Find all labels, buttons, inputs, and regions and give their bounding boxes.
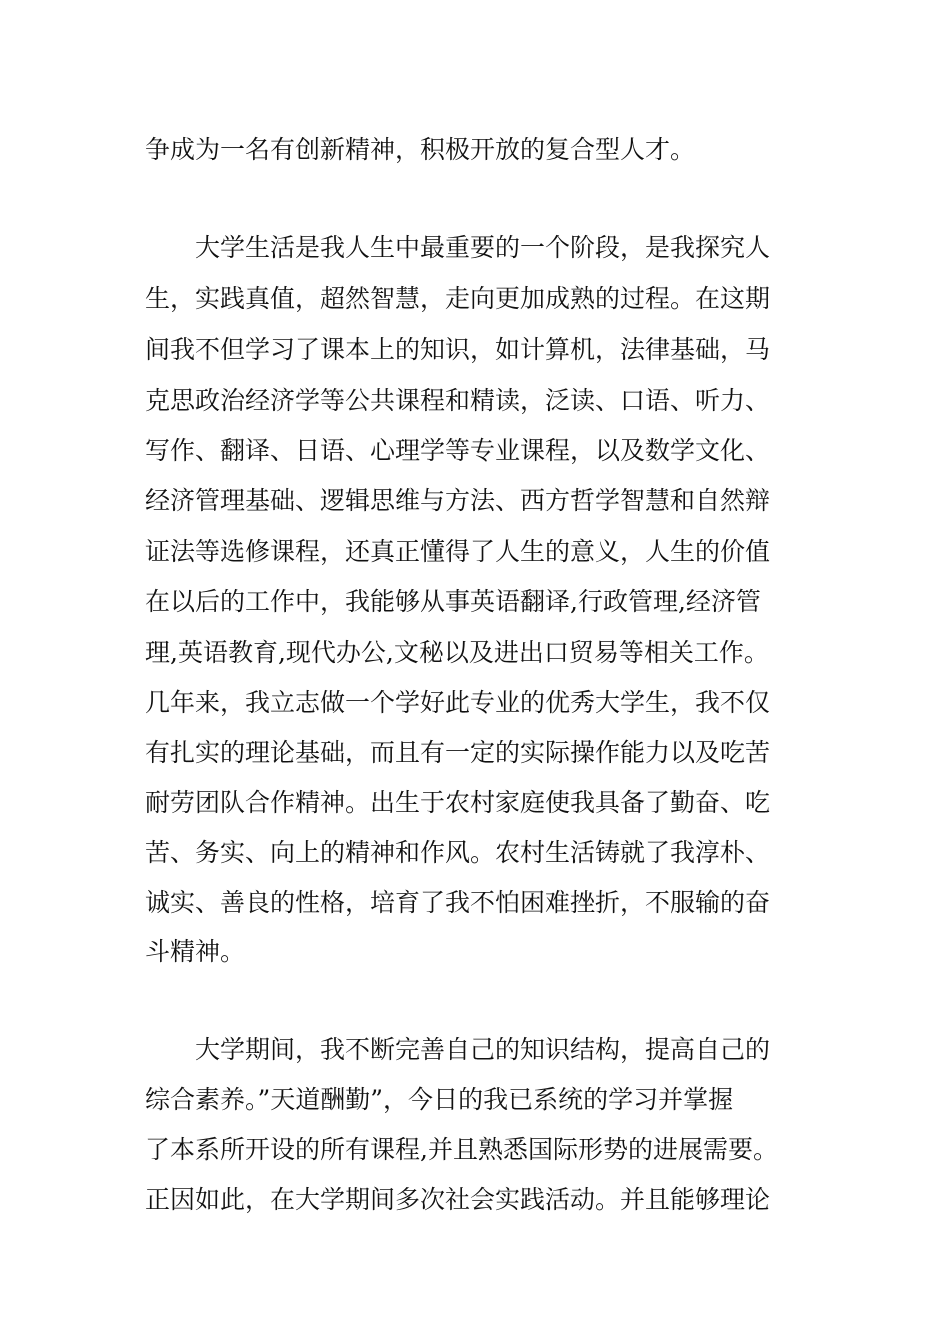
paragraph-2-line-3: 间我不但学习了课本上的知识，如计算机，法律基础，马 bbox=[145, 335, 771, 364]
paragraph-2-line-5: 写作、翻译、日语、心理学等专业课程，以及数学文化、 bbox=[145, 436, 771, 465]
paragraph-2-line-12: 耐劳团队合作精神。出生于农村家庭使我具备了勤奋、吃 bbox=[145, 788, 771, 817]
paragraph-2-line-15: 斗精神。 bbox=[145, 937, 246, 966]
paragraph-2-line-4: 克思政治经济学等公共课程和精读，泛读、口语、听力、 bbox=[145, 386, 771, 415]
paragraph-2-line-13: 苦、务实、向上的精神和作风。农村生活铸就了我淳朴、 bbox=[145, 838, 771, 867]
paragraph-2-line-9: 理,英语教育,现代办公,文秘以及进出口贸易等相关工作。 bbox=[145, 638, 769, 667]
paragraph-2-line-1: 大学生活是我人生中最重要的一个阶段，是我探究人 bbox=[195, 233, 771, 262]
paragraph-2-line-6: 经济管理基础、逻辑思维与方法、西方哲学智慧和自然辩 bbox=[145, 486, 771, 515]
paragraph-2-line-14: 诚实、善良的性格，培育了我不怕困难挫折，不服输的奋 bbox=[145, 888, 771, 917]
paragraph-3-line-4: 正因如此，在大学期间多次社会实践活动。并且能够理论 bbox=[145, 1185, 771, 1214]
paragraph-3-line-2: 综合素养。”天道酬勤”，今日的我已系统的学习并掌握 bbox=[145, 1085, 734, 1114]
paragraph-1-line-1: 争成为一名有创新精神，积极开放的复合型人才。 bbox=[145, 135, 696, 164]
paragraph-2-line-11: 有扎实的理论基础，而且有一定的实际操作能力以及吃苦 bbox=[145, 738, 771, 767]
paragraph-3-line-1: 大学期间，我不断完善自己的知识结构，提高自己的 bbox=[195, 1035, 771, 1064]
paragraph-2-line-7: 证法等选修课程，还真正懂得了人生的意义，人生的价值 bbox=[145, 537, 771, 566]
paragraph-3-line-3: 了本系所开设的所有课程,并且熟悉国际形势的进展需要。 bbox=[145, 1135, 778, 1164]
paragraph-2-line-10: 几年来，我立志做一个学好此专业的优秀大学生，我不仅 bbox=[145, 688, 771, 717]
paragraph-2-line-8: 在以后的工作中，我能够从事英语翻译,行政管理,经济管 bbox=[145, 587, 761, 616]
paragraph-2-line-2: 生，实践真值，超然智慧，走向更加成熟的过程。在这期 bbox=[145, 284, 771, 313]
